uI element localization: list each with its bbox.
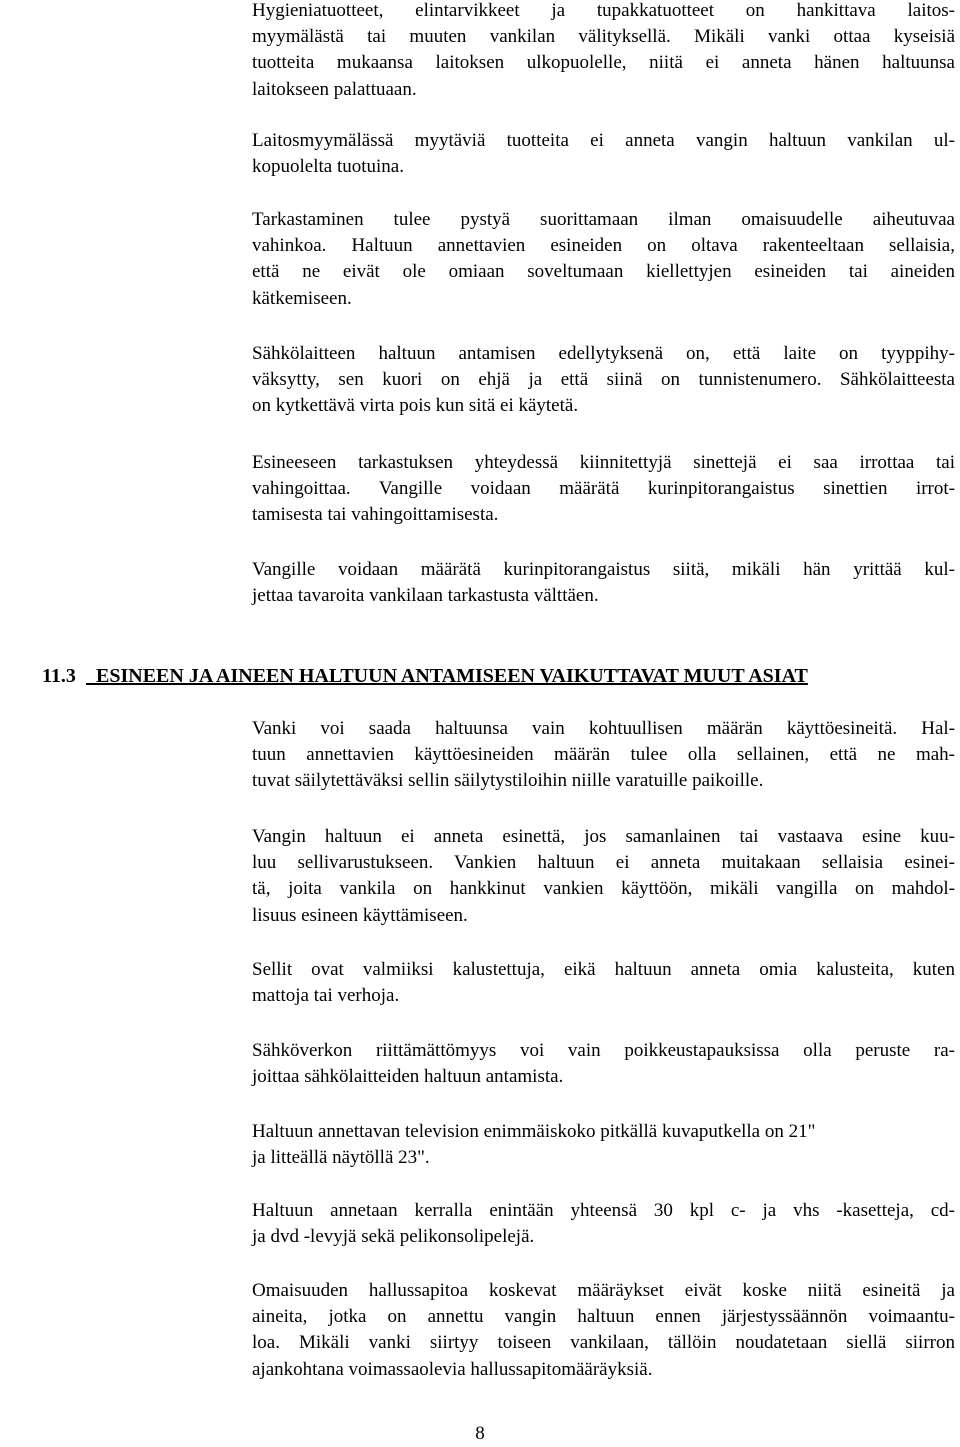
paragraph-inspection [252,207,955,312]
text-line: Tarkastaminen tulee pystyä suorittamaan ilman omaisuudelle aiheutuvaa [252,209,955,230]
text-line: tä, joita vankila on hankkinut vankien käyttöön, mikäli vangilla on mahdol- [252,878,955,900]
text-line: tuun annettavien käyttöesineiden määrän tulee olla sellainen, että ne mah- [252,744,955,766]
section-heading [42,663,922,689]
text-line: myymälästä tai muuten vankilan välityksellä. Mikäli vanki ottaa kyseisiä [252,26,955,48]
text-line: Vangille voidaan määrätä kurinpitorangaistus siitä, mikäli hän yrittää kul- [252,559,955,580]
section-number: 11.3 [42,665,76,687]
paragraph-shop-products [252,128,955,180]
page-number: 8 [475,1423,485,1444]
heading-underline-spacer [86,665,96,687]
text-line: Vangin haltuun ei anneta esinettä, jos samanlainen tai vastaava esine kuu- [252,826,955,847]
text-line: Sellit ovat valmiiksi kalustettuja, eikä haltuun anneta omia kalusteita, kuten [252,959,955,980]
text-line: kopuolelta tuotuina. [252,156,404,178]
text-line: jettaa tavaroita vankilaan tarkastusta välttäen. [252,585,599,607]
text-line: tuotteita mukaansa laitoksen ulkopuolelle, niitä ei anneta hänen haltuunsa [252,52,955,74]
text-line: Sähköverkon riittämättömyys voi vain poikkeustapauksissa olla peruste ra- [252,1040,955,1061]
text-line: on kytkettävä virta pois kun sitä ei käytetä. [252,395,579,417]
text-line: Haltuun annettavan television enimmäiskoko pitkällä kuvaputkella on 21" [252,1121,816,1142]
text-line: loa. Mikäli vanki siirtyy toiseen vankilaan, tällöin noudatetaan siellä siirron [252,1332,955,1354]
text-line: Vanki voi saada haltuunsa vain kohtuullisen määrän käyttöesineitä. Hal- [252,718,955,739]
paragraph-reasonable-quantity [252,716,955,795]
text-line: laitokseen palattuaan. [252,78,417,100]
paragraph-hygiene-products [252,0,955,103]
text-line: Haltuun annetaan kerralla enintään yhteensä 30 kpl c- ja vhs -kasetteja, cd- [252,1200,955,1221]
paragraph-disciplinary [252,557,955,609]
text-line: ja litteällä näytöllä 23". [252,1147,430,1169]
text-line: joittaa sähkölaitteiden haltuun antamista. [252,1066,564,1088]
paragraph-television-size [252,1119,955,1171]
paragraph-cell-equipment [252,824,955,929]
text-line: lisuus esineen käyttämiseen. [252,904,468,926]
text-line: että ne eivät ole omiaan soveltumaan kiellettyjen esineiden tai aineiden [252,261,955,283]
text-line: vahinkoa. Haltuun annettavien esineiden on oltava rakenteeltaan sellaisia, [252,235,955,257]
text-line: kätkemiseen. [252,287,352,309]
paragraph-power-grid [252,1038,955,1090]
paragraph-electrical-devices [252,341,955,420]
paragraph-possession-rules [252,1278,955,1383]
section-title: ESINEEN JA AINEEN HALTUUN ANTAMISEEN VAIKUTTAVAT MUUT ASIAT [96,665,808,687]
text-line: mattoja tai verhoja. [252,985,400,1007]
text-line: aineita, jotka on annettu vangin haltuun ennen järjestyssäännön voimaantu- [252,1306,955,1328]
text-line: tuvat säilytettäväksi sellin säilytystiloihin niille varatuille paikoille. [252,770,764,792]
text-line: Esineeseen tarkastuksen yhteydessä kiinnitettyjä sinettejä ei saa irrottaa tai [252,452,955,473]
text-line: Sähkölaitteen haltuun antamisen edellytyksenä on, että laite on tyyppihy- [252,343,955,364]
paragraph-seals [252,450,955,529]
text-line: tamisesta tai vahingoittamisesta. [252,504,499,526]
paragraph-media-limit [252,1198,955,1250]
text-line: ajankohtana voimassaolevia hallussapitomääräyksiä. [252,1358,653,1380]
text-line: Laitosmyymälässä myytäviä tuotteita ei anneta vangin haltuun vankilan ul- [252,130,955,151]
text-line: Omaisuuden hallussapitoa koskevat määräykset eivät koske niitä esineitä ja [252,1280,955,1301]
text-line: väksytty, sen kuori on ehjä ja että siinä on tunnistenumero. Sähkölaitteesta [252,369,955,391]
text-line: Hygieniatuotteet, elintarvikkeet ja tupakkatuotteet on hankittava laitos- [252,0,955,21]
text-line: luu sellivarustukseen. Vankien haltuun ei anneta muitakaan sellaisia esinei- [252,852,955,874]
text-line: ja dvd -levyjä sekä pelikonsolipelejä. [252,1226,535,1248]
paragraph-furnished-cells [252,957,955,1009]
text-line: vahingoittaa. Vangille voidaan määrätä kurinpitorangaistus sinettien irrot- [252,478,955,500]
